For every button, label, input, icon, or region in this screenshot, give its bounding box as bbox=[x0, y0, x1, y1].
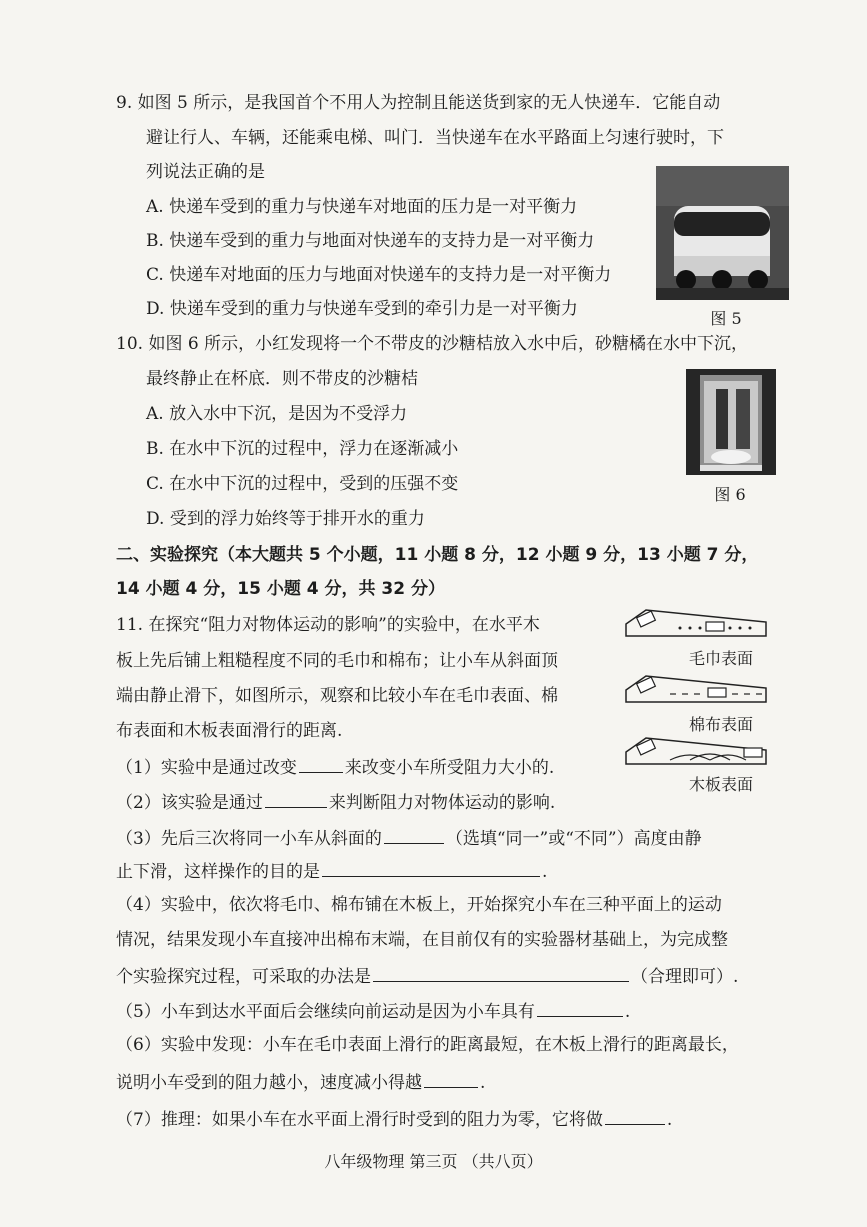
q11-part1-text-b: 来改变小车所受阻力大小的. bbox=[344, 758, 555, 778]
q11-part1 bbox=[116, 754, 554, 779]
q11-part4-blank[interactable] bbox=[373, 963, 629, 982]
figure-5-caption: 图 5 bbox=[710, 309, 742, 328]
q10-line2: 最终静止在杯底．则不带皮的沙糖桔 bbox=[146, 369, 418, 389]
q9-option-c: C. 快递车对地面的压力与地面对快递车的支持力是一对平衡力 bbox=[146, 265, 612, 285]
q10-option-b: B. 在水中下沉的过程中，浮力在逐渐减小 bbox=[146, 439, 459, 459]
page-footer: 八年级物理 第三页 （共八页） bbox=[324, 1152, 543, 1171]
q10-line1: 10. 如图 6 所示，小红发现将一个不带皮的沙糖桔放入水中后，砂糖橘在水中下沉， bbox=[116, 334, 749, 354]
wood-surface-diagram bbox=[620, 734, 770, 770]
cotton-surface-label: 棉布表面 bbox=[689, 715, 754, 734]
water-glass-photo bbox=[686, 369, 776, 475]
q9-option-d: D. 快递车受到的重力与快递车受到的牵引力是一对平衡力 bbox=[146, 299, 578, 319]
q11-part4-line1: （4）实验中，依次将毛巾、棉布铺在木板上，开始探究小车在三种平面上的运动 bbox=[116, 895, 722, 915]
water-glass-image bbox=[686, 369, 776, 475]
section-2-heading-line1: 二、实验探究（本大题共 5 个小题，11 小题 8 分，12 小题 9 分，13 小题 7 分， bbox=[116, 545, 759, 565]
q11-part7-blank[interactable] bbox=[605, 1106, 665, 1125]
q9-option-a: A. 快递车受到的重力与快递车对地面的压力是一对平衡力 bbox=[146, 197, 578, 217]
q11-part5 bbox=[116, 998, 630, 1023]
q10-option-c: C. 在水中下沉的过程中，受到的压强不变 bbox=[146, 474, 459, 494]
q9-option-b: B. 快递车受到的重力与地面对快递车的支持力是一对平衡力 bbox=[146, 231, 595, 251]
q11-part2 bbox=[116, 789, 555, 814]
q11-line2: 板上先后铺上粗糙程度不同的毛巾和棉布；让小车从斜面顶 bbox=[116, 651, 558, 671]
q11-part5-blank[interactable] bbox=[537, 998, 623, 1017]
q11-part6-blank[interactable] bbox=[424, 1069, 478, 1088]
q11-part2-text-b: 来判断阻力对物体运动的影响. bbox=[328, 793, 556, 813]
q11-part1-text-a: （1）实验中是通过改变 bbox=[116, 758, 297, 778]
delivery-vehicle-photo bbox=[656, 166, 789, 300]
towel-surface-label: 毛巾表面 bbox=[689, 649, 754, 668]
q11-part4-line3 bbox=[116, 963, 738, 988]
figure-6-caption: 图 6 bbox=[714, 485, 746, 504]
q11-part3-line2 bbox=[116, 858, 547, 883]
q11-part7-text-a: （7）推理：如果小车在水平面上滑行时受到的阻力为零，它将做 bbox=[116, 1110, 603, 1130]
q11-part4-text-a: 个实验探究过程，可采取的办法是 bbox=[116, 967, 371, 987]
q11-part2-blank[interactable] bbox=[265, 789, 327, 808]
q11-part7 bbox=[116, 1106, 672, 1131]
q11-part1-blank[interactable] bbox=[299, 754, 343, 773]
q11-part6-text-b: . bbox=[480, 1073, 486, 1093]
q11-part2-text-a: （2）该实验是通过 bbox=[116, 793, 263, 813]
delivery-vehicle-image bbox=[656, 166, 789, 300]
towel-surface-diagram bbox=[620, 606, 770, 642]
wood-surface-label: 木板表面 bbox=[689, 775, 754, 794]
q11-line3: 端由静止滑下，如图所示，观察和比较小车在毛巾表面、棉 bbox=[116, 686, 558, 706]
q11-part3-text-a: （3）先后三次将同一小车从斜面的 bbox=[116, 829, 382, 849]
cotton-surface-diagram bbox=[620, 672, 770, 708]
q11-part4-text-b: （合理即可）. bbox=[631, 967, 739, 987]
q11-part3-text-c: 止下滑，这样操作的目的是 bbox=[116, 862, 320, 882]
q10-option-d: D. 受到的浮力始终等于排开水的重力 bbox=[146, 509, 425, 529]
q9-line1: 9. 如图 5 所示，是我国首个不用人为控制且能送货到家的无人快递车．它能自动 bbox=[116, 93, 721, 113]
q11-line4: 布表面和木板表面滑行的距离. bbox=[116, 721, 343, 741]
section-2-heading-line2: 14 小题 4 分，15 小题 4 分，共 32 分） bbox=[116, 579, 445, 599]
q11-part6-text-a: 说明小车受到的阻力越小，速度减小得越 bbox=[116, 1073, 422, 1093]
q11-part3-line1 bbox=[116, 825, 702, 850]
q11-line1: 11. 在探究“阻力对物体运动的影响”的实验中，在水平木 bbox=[116, 615, 540, 635]
q11-part3-blank-1[interactable] bbox=[384, 825, 444, 844]
q11-part3-blank-2[interactable] bbox=[322, 858, 540, 877]
q11-part5-text-b: . bbox=[624, 1002, 631, 1022]
q11-part7-text-b: . bbox=[666, 1110, 673, 1130]
q11-part4-line2: 情况，结果发现小车直接冲出棉布末端，在目前仅有的实验器材基础上，为完成整 bbox=[116, 930, 728, 950]
q11-part3-text-d: . bbox=[542, 862, 548, 882]
q10-option-a: A. 放入水中下沉，是因为不受浮力 bbox=[146, 404, 408, 424]
q11-part3-text-b: （选填“同一”或“不同”）高度由静 bbox=[445, 829, 702, 849]
q11-part6-line2 bbox=[116, 1069, 485, 1094]
q9-line3: 列说法正确的是 bbox=[146, 162, 265, 182]
q9-line2: 避让行人、车辆，还能乘电梯、叫门．当快递车在水平路面上匀速行驶时，下 bbox=[146, 128, 724, 148]
q11-part6-line1: （6）实验中发现：小车在毛巾表面上滑行的距离最短，在木板上滑行的距离最长， bbox=[116, 1035, 739, 1055]
q11-part5-text-a: （5）小车到达水平面后会继续向前运动是因为小车具有 bbox=[116, 1002, 535, 1022]
